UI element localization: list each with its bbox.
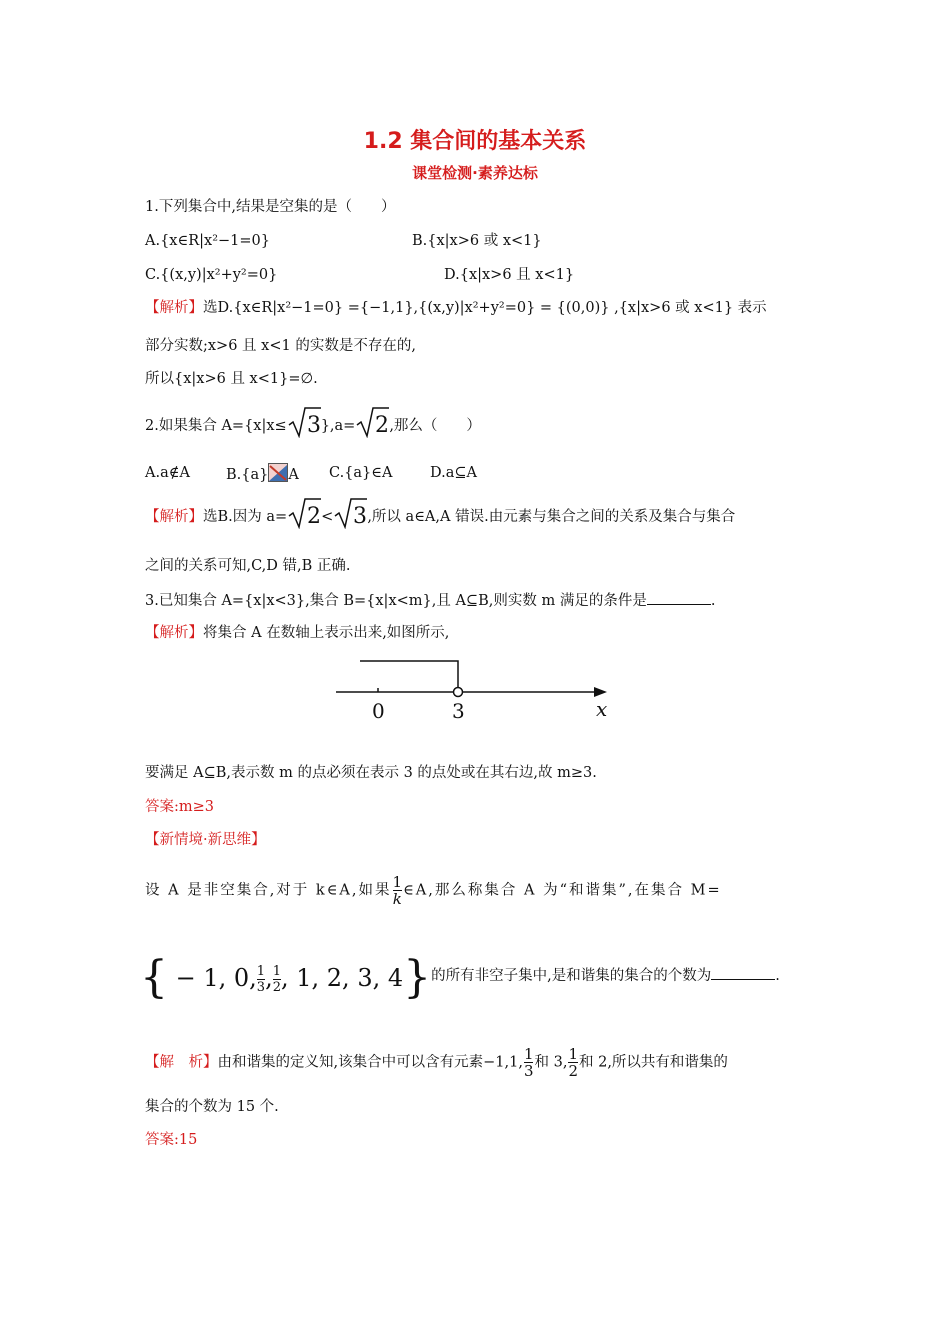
q1-analysis-line-2: 部分实数;x>6 且 x<1 的实数是不存在的, xyxy=(145,338,416,354)
numerator: 1 xyxy=(272,964,281,979)
analysis-text: 和 3, xyxy=(534,1054,568,1071)
q4-stem-part: ∈A,那么称集合 A 为“和谐集”,在集合 M= xyxy=(403,882,722,899)
comma: , xyxy=(265,964,273,992)
q2-analysis-line-2: 之间的关系可知,C,D 错,B 正确. xyxy=(145,558,351,574)
set-elements: , 1, 2, 3, 4 xyxy=(281,964,404,992)
analysis-tag: 【解析】 xyxy=(145,625,203,641)
svg-text:2: 2 xyxy=(375,413,390,438)
q2-stem-part: },a= xyxy=(320,418,356,434)
fraction-1-2 xyxy=(273,964,281,995)
q2-option-b xyxy=(226,463,299,485)
right-brace: } xyxy=(403,952,432,1003)
analysis-tag: 【解 析】 xyxy=(145,1054,218,1071)
sqrt-3 xyxy=(333,497,367,529)
q4-stem-line-1 xyxy=(145,874,722,907)
sqrt-3 xyxy=(287,406,321,438)
analysis-tag: 【解析】 xyxy=(145,300,203,316)
q4-stem-part: 的所有非空子集中,是和谐集的集合的个数为 xyxy=(431,968,712,984)
denominator: 3 xyxy=(523,1062,534,1080)
analysis-text: 由和谐集的定义知,该集合中可以含有元素−1,1, xyxy=(217,1054,523,1071)
analysis-text: ,所以 a∈A,A 错误.由元素与集合之间的关系及集合与集合 xyxy=(367,509,736,525)
q1-analysis-line-3: 所以{x|x>6 且 x<1}=∅. xyxy=(145,371,318,387)
set-m xyxy=(140,952,780,1003)
analysis-tag: 【解析】 xyxy=(145,509,203,525)
numerator: 1 xyxy=(523,1045,534,1063)
page-title: 1.2 集合间的基本关系 xyxy=(363,129,587,154)
q1-option-c: C.{(x,y)|x²+y²=0} xyxy=(145,267,278,283)
q2-option-c: C.{a}∈A xyxy=(329,465,393,481)
q4-stem-line-2 xyxy=(431,968,780,984)
fraction-1-3 xyxy=(524,1046,534,1079)
q2-stem xyxy=(145,406,481,438)
q4-tag: 【新情境·新思维】 xyxy=(145,832,266,848)
q4-answer: 答案:15 xyxy=(145,1132,198,1148)
denominator: 2 xyxy=(272,980,281,995)
q1-option-a: A.{x∈R|x²−1=0} xyxy=(145,233,270,249)
q4-stem-part: 设 A 是非空集合,对于 k∈A,如果 xyxy=(145,882,392,899)
q4-analysis-line-1 xyxy=(145,1046,728,1079)
analysis-text: 和 2,所以共有和谐集的 xyxy=(578,1054,728,1071)
number-line-figure xyxy=(330,652,620,724)
q3-analysis-line-1 xyxy=(145,623,449,643)
sqrt-2 xyxy=(287,497,321,529)
sqrt-2 xyxy=(355,406,389,438)
q1-option-d: D.{x|x>6 且 x<1} xyxy=(444,267,575,283)
svg-text:3: 3 xyxy=(306,413,321,438)
set-elements: − 1, 0, xyxy=(168,964,257,992)
q2-stem-part: ,那么（ ） xyxy=(389,418,481,434)
fraction-1-2 xyxy=(568,1046,578,1079)
not-subset-image-icon xyxy=(268,463,288,482)
q1-stem: 1.下列集合中,结果是空集的是（ ） xyxy=(145,199,396,215)
q2-option-b-part: B.{a} xyxy=(226,467,269,483)
svg-text:3: 3 xyxy=(353,504,368,529)
q2-stem-part: 2.如果集合 A={x|x≤ xyxy=(145,418,287,434)
analysis-text: 选B.因为 a= xyxy=(203,509,288,525)
less-than: < xyxy=(321,509,334,525)
q3-answer: 答案:m≥3 xyxy=(145,799,215,815)
q4-stem-part: . xyxy=(775,968,780,984)
left-brace: { xyxy=(140,952,168,1003)
answer-blank xyxy=(711,965,775,980)
q3-stem xyxy=(145,590,715,611)
denominator: 2 xyxy=(568,1062,578,1080)
q3-stem-part: 3.已知集合 A={x|x<3},集合 B={x|x<m},且 A⊆B,则实数 m 满足的条件是 xyxy=(145,593,647,609)
denominator: k xyxy=(392,890,402,908)
set-a-bracket xyxy=(360,661,458,692)
numerator: 1 xyxy=(568,1045,578,1063)
q3-stem-part: . xyxy=(710,593,716,609)
analysis-text: 选D.{x∈R|x²−1=0} ={−1,1},{(x,y)|x²+y²=0} = {(0,0)} ,{x|x>6 或 x<1} 表示 xyxy=(203,300,767,316)
q1-analysis-line-1 xyxy=(145,298,767,318)
q2-option-a: A.a∉A xyxy=(145,465,190,481)
tick-label-3: 3 xyxy=(452,699,465,723)
q4-analysis-line-2: 集合的个数为 15 个. xyxy=(145,1099,279,1115)
axis-label-x: x xyxy=(596,697,608,721)
q2-option-d: D.a⊆A xyxy=(430,465,477,481)
q3-analysis-line-2: 要满足 A⊆B,表示数 m 的点必须在表示 3 的点处或在其右边,故 m≥3. xyxy=(145,765,597,781)
open-point-3 xyxy=(454,688,463,697)
svg-text:2: 2 xyxy=(307,504,322,529)
q1-option-b: B.{x|x>6 或 x<1} xyxy=(412,233,542,249)
denominator: 3 xyxy=(256,980,266,995)
q2-analysis-line-1 xyxy=(145,497,735,529)
tick-label-0: 0 xyxy=(372,699,385,723)
fraction-1-over-k xyxy=(393,874,403,907)
axis-arrow xyxy=(594,687,607,697)
answer-blank xyxy=(647,590,711,605)
numerator: 1 xyxy=(392,873,403,891)
section-subtitle: 课堂检测·素养达标 xyxy=(412,164,538,182)
analysis-text: 将集合 A 在数轴上表示出来,如图所示, xyxy=(203,625,450,641)
q2-option-b-part: A xyxy=(288,467,299,483)
fraction-1-3 xyxy=(257,964,265,995)
numerator: 1 xyxy=(256,964,266,979)
